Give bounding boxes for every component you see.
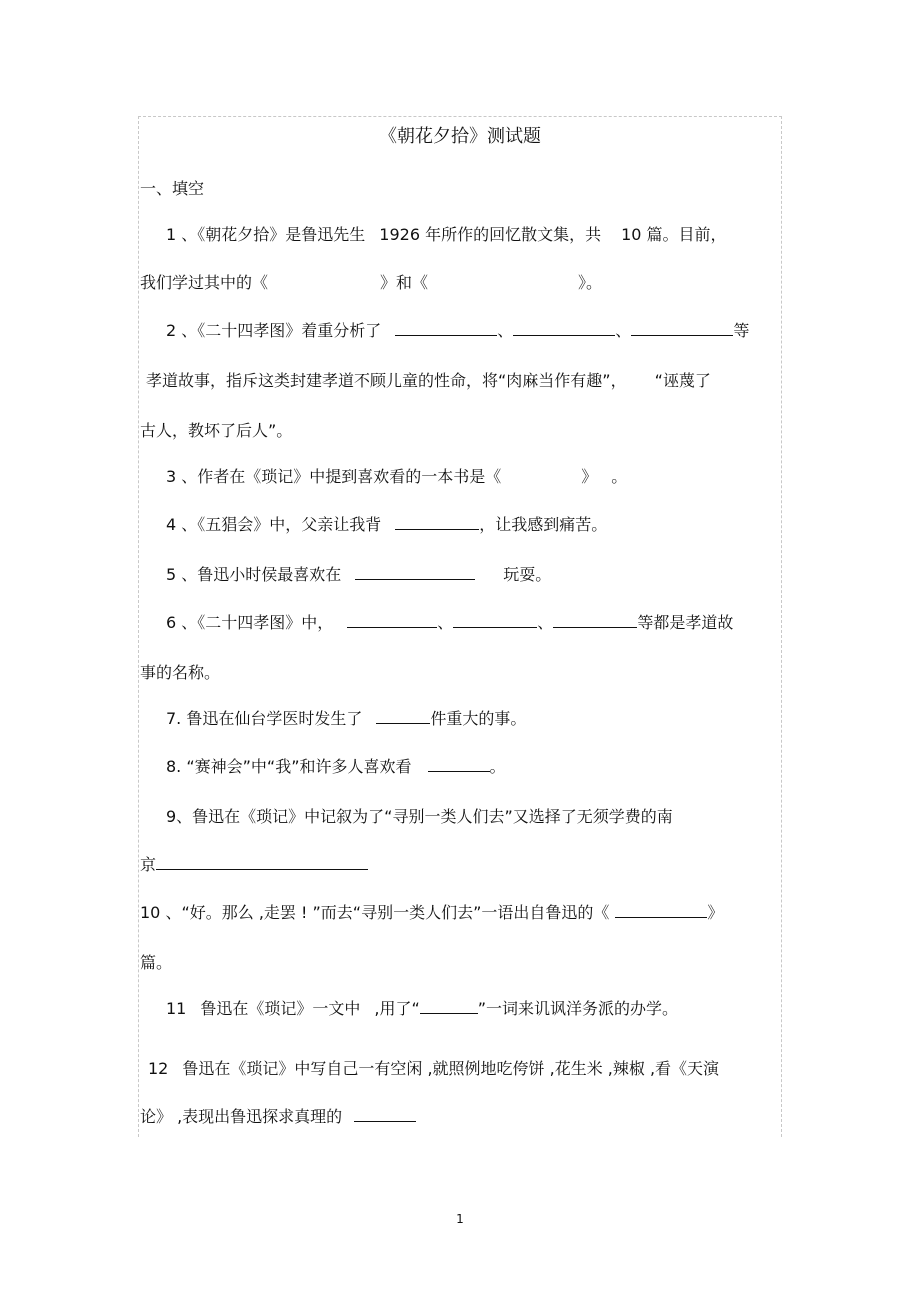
q2-blank-2[interactable] [513,320,615,336]
q2-text-a: 2 、《二十四孝图》着重分析了 [166,321,382,340]
q11-text-c: ,用了“ [374,999,420,1018]
q12-text-a: 12 [148,1059,169,1078]
question-2-line-2 [146,370,711,392]
q10-blank[interactable] [615,902,707,918]
q5-blank[interactable] [355,564,475,580]
q3-text-c: 。 [611,467,628,486]
q5-text-b: 玩耍。 [503,565,552,584]
q1-text-e: 》和《 [380,273,429,292]
question-6-line-1 [166,612,733,634]
q1-text-b: 1926 年所作的回忆散文集，共 [379,225,602,244]
q6-blank-1[interactable] [347,612,437,628]
q1-text-a: 1 、《朝花夕拾》是鲁迅先生 [166,225,366,244]
q12-text-b: 鲁迅在《琐记》中写自己一有空闲 ,就照例地吃侉饼 ,花生米 ,辣椒 ,看《天演 [182,1059,720,1078]
question-9-line-1: 9、鲁迅在《琐记》中记叙为了“寻别一类人们去”又选择了无须学费的南 [166,807,673,826]
question-12-line-2 [140,1106,416,1128]
q8-blank[interactable] [428,756,490,772]
q6-text-b: 等都是孝道故 [637,613,734,632]
section-heading: 一、填空 [140,179,205,198]
q3-text-a: 3 、作者在《琐记》中提到喜欢看的一本书是《 [166,467,502,486]
q2-sep-2: 、 [615,321,632,340]
q2-text-l2b: “诬蔑了 [654,371,711,390]
q9-text-l2: 京 [140,855,157,874]
q4-text-a: 4 、《五猖会》中，父亲让我背 [166,515,382,534]
q2-text-l2: 孝道故事，指斥这类封建孝道不顾儿童的性命，将“肉麻当作有趣”， [146,371,627,390]
q9-blank[interactable] [156,854,368,870]
q12-text-l2: 论》 ,表现出鲁迅探求真理的 [140,1107,343,1126]
q6-blank-3[interactable] [553,612,637,628]
question-9-line-2 [140,854,368,876]
q1-text-f: 》。 [578,273,603,292]
q2-text-end: 等 [733,321,750,340]
q6-sep-1: 、 [437,613,454,632]
q6-sep-2: 、 [537,613,554,632]
question-10-line-1 [140,902,723,924]
q10-text-b: 》 [707,903,724,922]
question-1-line-2 [140,272,602,294]
question-1-line-1 [166,224,727,246]
q10-text-a: 10 、“好。那么 ,走罢 ! ”而去“寻别一类人们去”一语出自鲁迅的《 [140,903,610,922]
question-10-line-2: 篇。 [140,953,173,972]
q2-sep-1: 、 [497,321,514,340]
q8-text-a: 8. “赛神会”中“我”和许多人喜欢看 [166,757,412,776]
question-5 [166,564,551,586]
q4-text-b: ，让我感到痛苦。 [479,515,608,534]
q11-text-d: ”一词来讥讽洋务派的办学。 [477,999,679,1018]
page-number: 1 [456,1212,464,1226]
question-7 [166,708,526,730]
q3-text-b: 》 [581,467,598,486]
q6-blank-2[interactable] [453,612,537,628]
document-title: 《朝花夕拾》测试题 [379,126,541,147]
q7-blank[interactable] [376,708,430,724]
question-12-line-1 [148,1058,719,1080]
question-2-line-3: 古人，教坏了后人”。 [140,421,293,440]
q2-blank-1[interactable] [395,320,497,336]
question-11 [166,998,678,1020]
question-4 [166,514,607,536]
q7-text-b: 件重大的事。 [430,709,527,728]
q1-text-d: 我们学过其中的《 [140,273,269,292]
q6-text-a: 6 、《二十四孝图》中， [166,613,334,632]
q2-blank-3[interactable] [631,320,733,336]
q11-blank[interactable] [420,998,478,1014]
question-3 [166,466,627,488]
q5-text-a: 5 、鲁迅小时侯最喜欢在 [166,565,342,584]
q11-text-a: 11 [166,999,187,1018]
q8-text-b: 。 [489,757,506,776]
q1-text-c: 10 篇。目前， [621,225,727,244]
question-2-line-1 [166,320,749,342]
q11-text-b: 鲁迅在《琐记》一文中 [200,999,361,1018]
q4-blank[interactable] [395,514,479,530]
q7-text-a: 7. 鲁迅在仙台学医时发生了 [166,709,363,728]
question-6-line-2: 事的名称。 [140,663,221,682]
question-8 [166,756,506,778]
q12-blank[interactable] [354,1106,416,1122]
